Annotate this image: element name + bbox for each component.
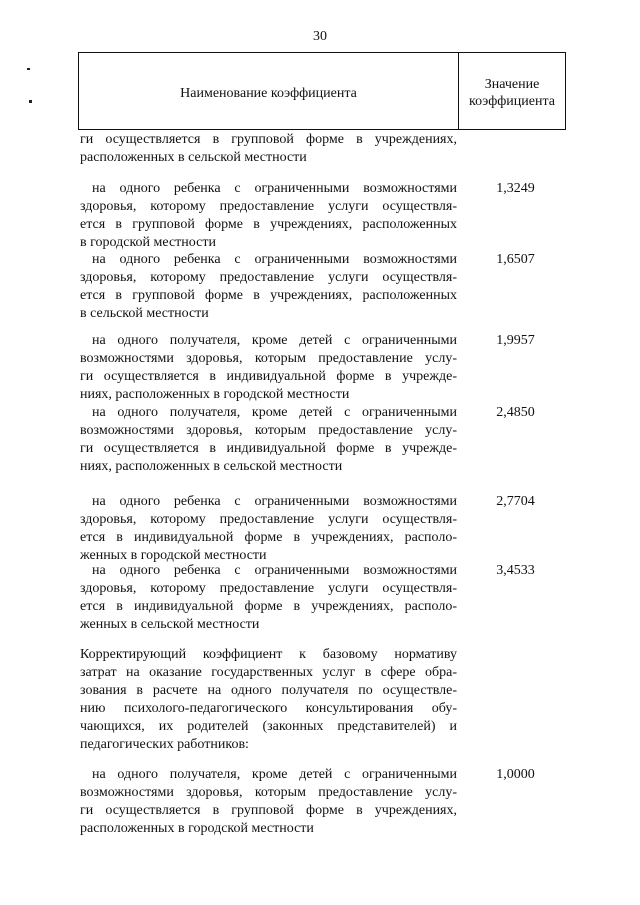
row-coefficient-value: 1,9957	[496, 333, 535, 348]
row-description-line: женных в городской местности	[80, 548, 267, 563]
row-description	[80, 180, 457, 252]
row-description-line: возможностями здоровья, которым предоставление услу-	[80, 785, 457, 800]
row-description	[80, 493, 457, 565]
row-description-line: женных в сельской местности	[80, 617, 260, 632]
header-name-column: Наименование коэффициента	[180, 86, 357, 101]
row-description	[80, 766, 457, 838]
row-description-line: на одного ребенка с ограниченными возможностями	[92, 494, 457, 509]
row-coefficient-value: 2,7704	[496, 494, 535, 509]
row-description-line: ниях, расположенных в городской местности	[80, 387, 350, 402]
table-row	[80, 332, 566, 404]
row-description	[80, 646, 457, 754]
row-description-line: на одного ребенка с ограниченными возможностями	[92, 181, 457, 196]
row-description-line: на одного ребенка с ограниченными возможностями	[92, 563, 457, 578]
row-description-line: на одного ребенка с ограниченными возможностями	[92, 252, 457, 267]
row-description-line: в сельской местности	[80, 306, 209, 321]
row-description-line: в городской местности	[80, 235, 216, 250]
table-row	[80, 562, 566, 634]
row-description-line: ется в групповой форме в учреждениях, расположенных	[80, 217, 457, 232]
header-value-column	[459, 76, 565, 110]
row-coefficient-value: 1,3249	[496, 181, 535, 196]
table-row	[80, 493, 566, 565]
row-description-line: возможностями здоровья, которым предоставление услу-	[80, 423, 457, 438]
row-description-line: ги осуществляется в индивидуальной форме в учрежде-	[80, 441, 457, 456]
row-description-line: ется в индивидуальной форме в учреждениях, располо-	[80, 599, 457, 614]
row-description	[80, 562, 457, 634]
row-description-line: здоровья, которому предоставление услуги осуществля-	[80, 270, 457, 285]
row-description	[80, 332, 457, 404]
row-description-line: Корректирующий коэффициент к базовому нормативу	[80, 647, 457, 662]
row-description-line: на одного получателя, кроме детей с ограниченными	[92, 767, 457, 782]
table-row	[80, 180, 566, 252]
row-description-line: педагогических работников:	[80, 737, 249, 752]
row-coefficient-value: 3,4533	[496, 563, 535, 578]
page-number: 30	[313, 29, 327, 44]
row-coefficient-value: 2,4850	[496, 405, 535, 420]
row-description	[80, 131, 457, 167]
row-description-line: зования в расчете на одного получателя по осуществле-	[80, 683, 457, 698]
table-row	[80, 251, 566, 323]
row-description-line: затрат на оказание государственных услуг в сфере обра-	[80, 665, 457, 680]
row-description-line: нию психолого-педагогического консультирования обу-	[80, 701, 457, 716]
row-description-line: ги осуществляется в групповой форме в учреждениях,	[80, 803, 457, 818]
row-description-line: чающихся, их родителей (законных представителей) и	[80, 719, 457, 734]
row-description-line: ги осуществляется в индивидуальной форме в учрежде-	[80, 369, 457, 384]
row-description-line: здоровья, которому предоставление услуги осуществля-	[80, 581, 457, 596]
scan-speck	[29, 100, 32, 103]
row-description-line: на одного получателя, кроме детей с ограниченными	[92, 405, 457, 420]
row-coefficient-value: 1,0000	[496, 767, 535, 782]
row-description-line: ется в индивидуальной форме в учреждениях, располо-	[80, 530, 457, 545]
row-description-line: расположенных в сельской местности	[80, 150, 307, 165]
row-description-line: здоровья, которому предоставление услуги осуществля-	[80, 512, 457, 527]
scan-speck	[27, 68, 30, 70]
row-description-line: здоровья, которому предоставление услуги осуществля-	[80, 199, 457, 214]
table-row	[80, 766, 566, 838]
row-description-line: ниях, расположенных в сельской местности	[80, 459, 343, 474]
table-header	[78, 52, 566, 130]
row-description-line: ги осуществляется в групповой форме в учреждениях,	[80, 132, 457, 147]
row-description	[80, 251, 457, 323]
table-row	[80, 646, 566, 754]
row-description-line: расположенных в городской местности	[80, 821, 314, 836]
row-coefficient-value: 1,6507	[496, 252, 535, 267]
row-description-line: ется в групповой форме в учреждениях, расположенных	[80, 288, 457, 303]
row-description-line: возможностями здоровья, которым предоставление услу-	[80, 351, 457, 366]
table-row	[80, 404, 566, 476]
header-value-line1: Значение	[484, 77, 540, 92]
table-row	[80, 131, 566, 167]
row-description-line: на одного получателя, кроме детей с ограниченными	[92, 333, 457, 348]
header-value-line2: коэффициента	[469, 94, 555, 109]
row-description	[80, 404, 457, 476]
